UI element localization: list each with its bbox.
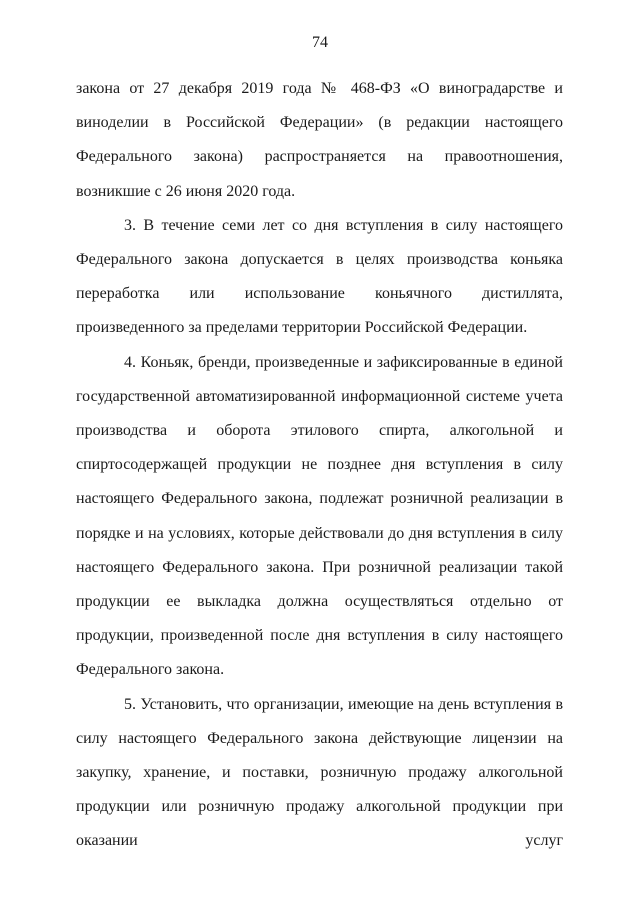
page-number: 74 [312,34,328,51]
paragraph-continuation: закона от 27 декабря 2019 года № 468-ФЗ «О виноградарстве и виноделии в Российской Федерации» (в редакции настоящего Федерального закона) распространяется на правоотношения, возникшие с 26 июня 2020 года. [76,80,563,200]
paragraph-3: 3. В течение семи лет со дня вступления в силу настоящего Федерального закона допускается в целях производства коньяка переработка или использование коньячного дистиллята, произведенного за пределами территории Российской Федерации. [76,216,563,337]
paragraph-4: 4. Коньяк, бренди, произведенные и зафиксированные в единой государственной автоматизированной информационной системе учета производства и оборота этилового спирта, алкогольной и спиртосодержащей продукции не позднее дня вступления в силу настоящего Федерального закона, подлежат розничной реализации в порядке и на условиях, которые действовали до дня вступления в силу настоящего Федерального закона. При розничной реализации такой продукции ее выкладка должна осуществляться отдельно от продукции, произведенной после дня вступления в силу настоящего Федерального закона. [76,353,563,679]
paragraph-5: 5. Установить, что организации, имеющие на день вступления в силу настоящего Федерального закона действующие лицензии на закупку, хранение, и поставки, розничную продажу алкогольной продукции или розничную продажу алкогольной продукции при оказании услуг [76,695,563,850]
document-body [76,72,563,859]
